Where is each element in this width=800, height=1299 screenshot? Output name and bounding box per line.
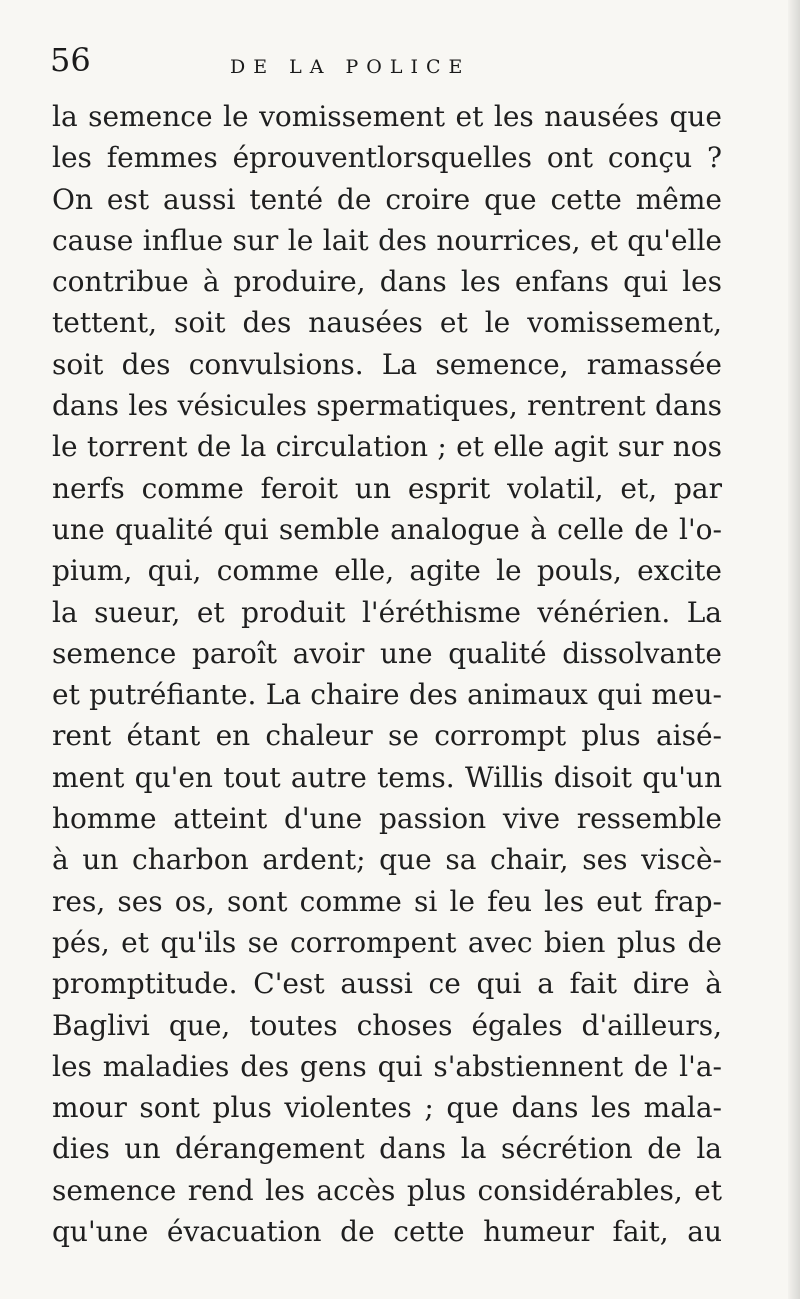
text-line: semence rend les accès plus considérables, et [52,1173,722,1207]
page-edge-shadow [788,0,800,1299]
text-line: res, ses os, sont comme si le feu les eut frap- [52,884,722,918]
text-line: les femmes éprouventlorsquelles ont conçu ? [52,141,722,175]
text-line: On est aussi tenté de croire que cette même [52,182,722,216]
text-line: contribue à produire, dans les enfans qui les [52,265,722,299]
text-line: homme atteint d'une passion vive ressemble [52,802,722,836]
text-line: rent étant en chaleur se corrompt plus aisé- [52,719,722,753]
text-line: les maladies des gens qui s'abstiennent de l'a- [52,1049,722,1083]
text-line: dies un dérangement dans la sécrétion de la [52,1132,722,1166]
text-line: nerfs comme feroit un esprit volatil, et, par [52,471,722,505]
text-line: mour sont plus violentes ; que dans les mala- [52,1091,722,1125]
text-line: une qualité qui semble analogue à celle de l'o- [52,512,722,546]
text-line: pium, qui, comme elle, agite le pouls, excite [52,554,722,588]
text-line: cause influe sur le lait des nourrices, et qu'elle [52,223,722,257]
text-line: promptitude. C'est aussi ce qui a fait dire à [52,967,722,1001]
text-line: ment qu'en tout autre tems. Willis disoit qu'un [52,760,722,794]
text-line: tettent, soit des nausées et le vomissement, [52,306,722,340]
text-line: la semence le vomissement et les nausées que [52,100,722,133]
page-header [50,42,730,88]
running-head: DE LA POLICE [230,56,471,78]
text-line: le torrent de la circulation ; et elle agit sur nos [52,430,722,464]
text-line: pés, et qu'ils se corrompent avec bien plus de [52,925,722,959]
text-line: Baglivi que, toutes choses égales d'ailleurs, [52,1008,722,1042]
text-line: qu'une évacuation de cette humeur fait, au [52,1215,722,1249]
page-number: 56 [50,41,91,79]
text-line: dans les vésicules spermatiques, rentrent dans [52,389,722,423]
body-text [52,96,722,1252]
text-line: et putréfiante. La chaire des animaux qui meu- [52,678,722,712]
text-line: semence paroît avoir une qualité dissolvante [52,636,722,670]
text-line: la sueur, et produit l'éréthisme vénérien. La [52,595,722,629]
text-line: soit des convulsions. La semence, ramassée [52,347,722,381]
text-line: à un charbon ardent; que sa chair, ses viscè- [52,843,722,877]
